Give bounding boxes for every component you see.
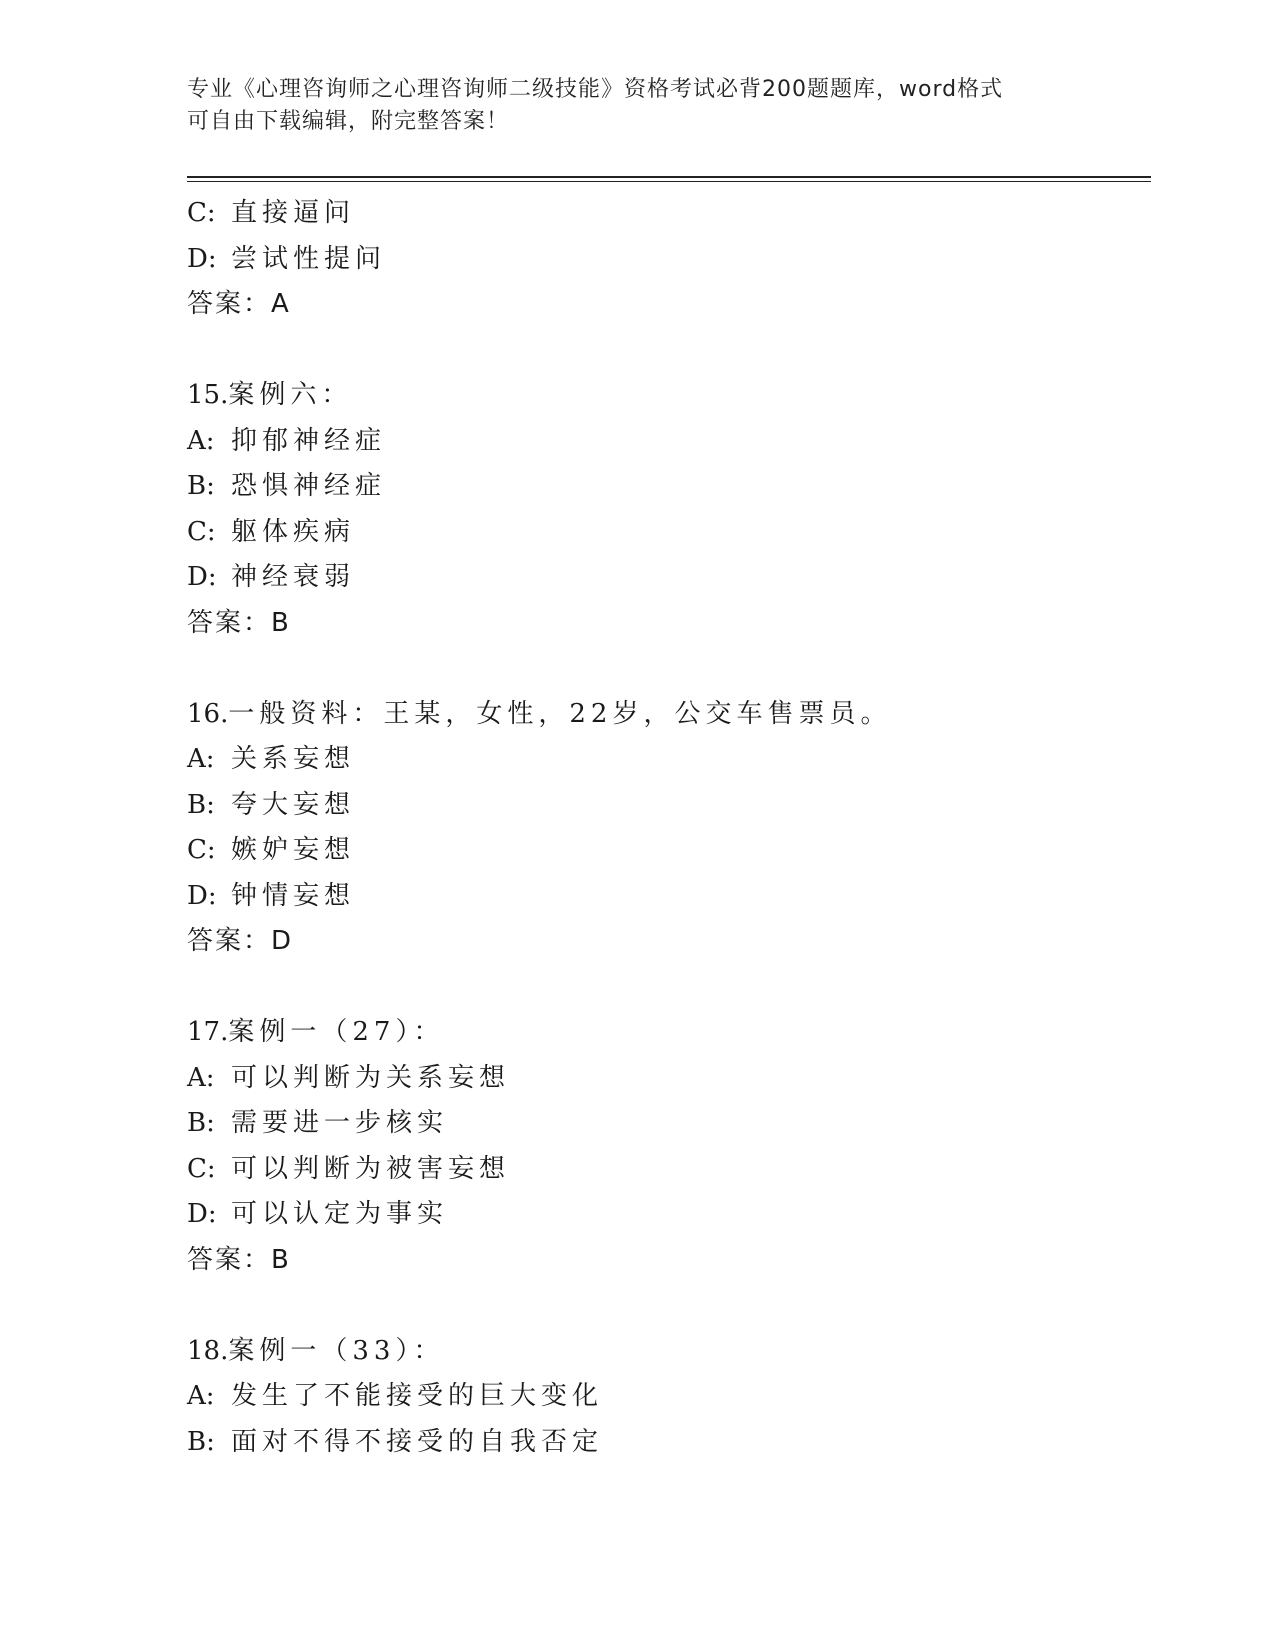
option-text: 面对不得不接受的自我否定 (231, 1426, 604, 1457)
option-text: 抑郁神经症 (231, 425, 387, 456)
option-row (187, 1374, 1151, 1420)
option-row (187, 783, 1151, 829)
option-text: 夸大妄想 (231, 789, 356, 820)
option-label: D: (187, 562, 217, 592)
question-text: 案例一（33）： (228, 1335, 445, 1366)
option-label: D: (187, 243, 217, 274)
option-label: D: (187, 1199, 217, 1229)
header-divider-thin (187, 181, 1151, 182)
question-stem (187, 373, 1151, 419)
question-text: 一般资料：王某，女性，22岁，公交车售票员。 (228, 698, 892, 729)
question-text: 案例一（27）： (228, 1017, 445, 1047)
option-row (187, 464, 1151, 510)
header-line-2: 可自由下载编辑，附完整答案！ (187, 109, 510, 134)
option-label: B: (187, 789, 215, 820)
option-row (187, 1147, 1151, 1193)
option-label: A: (187, 1062, 215, 1093)
document-header (187, 74, 1087, 138)
option-label: A: (187, 744, 215, 774)
option-row (187, 828, 1151, 874)
option-row (187, 737, 1151, 783)
option-label: B: (187, 1108, 215, 1138)
option-text: 恐惧神经症 (231, 471, 387, 501)
option-text: 尝试性提问 (231, 243, 387, 274)
question-number: 18. (187, 1335, 229, 1366)
option-label: C: (187, 835, 216, 865)
option-text: 发生了不能接受的巨大变化 (231, 1381, 604, 1411)
option-text: 可以判断为关系妄想 (231, 1062, 511, 1093)
option-row (187, 874, 1151, 920)
option-row (187, 510, 1151, 556)
question-number: 17. (187, 1017, 229, 1047)
option-row (187, 237, 1151, 283)
answer-line: 答案：D (187, 926, 294, 956)
option-row (187, 1192, 1151, 1238)
answer-line: 答案：B (187, 1244, 291, 1275)
question-stem (187, 1329, 1151, 1375)
option-label: C: (187, 1153, 216, 1184)
option-text: 需要进一步核实 (231, 1108, 449, 1138)
answer-line: 答案：A (187, 289, 291, 319)
option-text: 躯体疾病 (231, 516, 356, 547)
option-label: A: (187, 425, 215, 456)
option-text: 直接逼问 (231, 198, 356, 228)
option-row (187, 1101, 1151, 1147)
option-text: 钟情妄想 (231, 880, 356, 911)
answer-line: 答案：B (187, 607, 291, 638)
option-text: 关系妄想 (231, 744, 356, 774)
option-label: C: (187, 198, 216, 228)
question-text: 案例六： (228, 380, 353, 410)
option-text: 可以认定为事实 (231, 1199, 449, 1229)
option-row (187, 555, 1151, 601)
option-row (187, 1056, 1151, 1102)
option-text: 神经衰弱 (231, 562, 356, 592)
question-number: 16. (187, 698, 229, 729)
option-label: C: (187, 516, 216, 547)
option-row (187, 191, 1151, 237)
question-stem (187, 1010, 1151, 1056)
question-stem (187, 692, 1151, 738)
option-row (187, 1420, 1151, 1466)
question-number: 15. (187, 380, 229, 410)
option-text: 嫉妒妄想 (231, 835, 356, 865)
option-label: B: (187, 471, 215, 501)
option-text: 可以判断为被害妄想 (231, 1153, 511, 1184)
option-label: A: (187, 1381, 215, 1411)
option-label: D: (187, 880, 217, 911)
option-label: B: (187, 1426, 215, 1457)
header-line-1: 专业《心理咨询师之心理咨询师二级技能》资格考试必背200题题库，word格式 (187, 77, 1004, 102)
document-body (187, 191, 1151, 1465)
option-row (187, 419, 1151, 465)
header-divider-thick (187, 176, 1151, 178)
